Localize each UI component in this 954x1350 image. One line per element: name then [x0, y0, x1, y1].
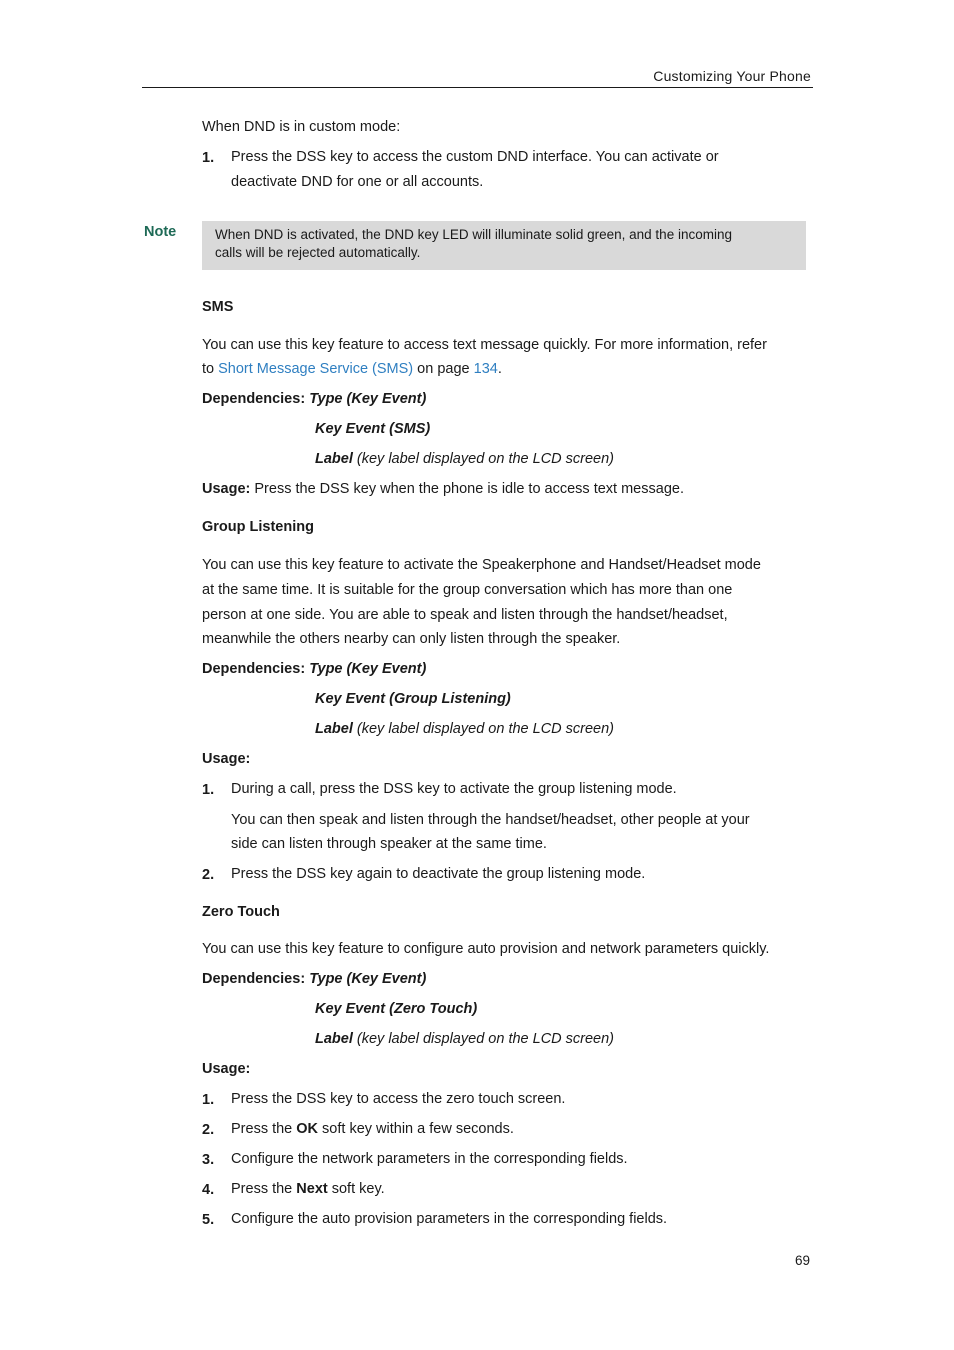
group-step1-number: 1.	[202, 782, 215, 798]
sms-page-link[interactable]: 134	[473, 361, 498, 377]
zero-heading: Zero Touch	[202, 904, 280, 920]
intro-step1-line1: Press the DSS key to access the custom DND interface. You can activate or	[231, 149, 719, 165]
group-para-line2: at the same time. It is suitable for the group conversation which has more than one	[202, 582, 733, 598]
group-step1-sub-line1: You can then speak and listen through the handset/headset, other people at your	[231, 812, 750, 828]
group-dependencies	[202, 661, 426, 677]
sms-para-to: to	[202, 361, 219, 377]
note-line1: When DND is activated, the DND key LED will illuminate solid green, and the incoming	[215, 227, 732, 242]
sms-link[interactable]: Short Message Service (SMS)	[218, 361, 414, 377]
sms-para-period: .	[497, 361, 502, 377]
sms-dep-label-desc: (key label displayed on the LCD screen)	[352, 451, 615, 467]
note-line2: calls will be rejected automatically.	[215, 245, 421, 260]
zero-step4-next: Next	[296, 1181, 328, 1197]
zero-dep-label: Dependencies:	[202, 971, 306, 987]
zero-step2-post: soft key within a few seconds.	[318, 1121, 514, 1137]
zero-step1-number: 1.	[202, 1092, 215, 1108]
sms-usage-label: Usage:	[202, 481, 251, 497]
zero-step2-pre: Press the	[231, 1121, 297, 1137]
zero-dependencies	[202, 971, 426, 987]
header-rule	[142, 87, 813, 88]
group-para-line1: You can use this key feature to activate the Speakerphone and Handset/Headset mode	[202, 557, 761, 573]
group-step1-sub-line2: side can listen through speaker at the same time.	[231, 836, 547, 852]
group-dep-key-event: Key Event (Group Listening)	[315, 691, 511, 707]
zero-step2-text	[231, 1121, 514, 1137]
sms-dep-label-bold: Label	[315, 451, 353, 467]
zero-step2-number: 2.	[202, 1122, 215, 1138]
zero-step4-pre: Press the	[231, 1181, 297, 1197]
group-dep-label-desc: (key label displayed on the LCD screen)	[352, 721, 615, 737]
note-label: Note	[144, 224, 177, 240]
zero-usage-label: Usage:	[202, 1061, 251, 1077]
sms-para-on-page: on page	[413, 361, 474, 377]
zero-para: You can use this key feature to configure auto provision and network parameters quickly.	[202, 941, 770, 957]
group-dep-type: Type (Key Event)	[309, 661, 427, 677]
sms-para-line1: You can use this key feature to access text message quickly. For more information, refer	[202, 337, 767, 353]
sms-usage-text: Press the DSS key when the phone is idle to access text message.	[250, 481, 684, 497]
zero-step1-text: Press the DSS key to access the zero touch screen.	[231, 1091, 566, 1107]
intro-step1-line2: deactivate DND for one or all accounts.	[231, 174, 484, 190]
group-heading: Group Listening	[202, 519, 314, 535]
group-para-line4: meanwhile the others nearby can only listen through the speaker.	[202, 631, 621, 647]
zero-step3-number: 3.	[202, 1152, 215, 1168]
zero-step4-text	[231, 1181, 385, 1197]
zero-step5-text: Configure the auto provision parameters in the corresponding fields.	[231, 1211, 668, 1227]
zero-step5-number: 5.	[202, 1212, 215, 1228]
sms-dep-label: Dependencies:	[202, 391, 306, 407]
page-header-title: Customizing Your Phone	[653, 68, 811, 84]
group-step2-text: Press the DSS key again to deactivate the group listening mode.	[231, 866, 646, 882]
intro-step1-number: 1.	[202, 150, 215, 166]
sms-dep-key-event: Key Event (SMS)	[315, 421, 431, 437]
sms-dep-type: Type (Key Event)	[309, 391, 427, 407]
zero-step4-number: 4.	[202, 1182, 215, 1198]
group-dep-label-line	[315, 721, 614, 737]
group-step1-text: During a call, press the DSS key to activate the group listening mode.	[231, 781, 677, 797]
zero-step3-text: Configure the network parameters in the corresponding fields.	[231, 1151, 628, 1167]
zero-step4-post: soft key.	[327, 1181, 385, 1197]
page-number: 69	[794, 1253, 810, 1268]
note-box	[202, 221, 806, 270]
intro-text: When DND is in custom mode:	[202, 119, 401, 135]
sms-usage	[202, 481, 684, 497]
zero-step2-ok: OK	[296, 1121, 319, 1137]
zero-dep-label-line	[315, 1031, 614, 1047]
group-para-line3: person at one side. You are able to speak and listen through the handset/headset,	[202, 607, 728, 623]
sms-heading: SMS	[202, 299, 234, 315]
sms-para-line2	[202, 361, 502, 377]
group-dep-label: Dependencies:	[202, 661, 306, 677]
group-usage-label: Usage:	[202, 751, 251, 767]
zero-dep-label-desc: (key label displayed on the LCD screen)	[352, 1031, 615, 1047]
sms-dep-label-line	[315, 451, 614, 467]
group-dep-label-bold: Label	[315, 721, 353, 737]
zero-dep-type: Type (Key Event)	[309, 971, 427, 987]
zero-dep-key-event: Key Event (Zero Touch)	[315, 1001, 478, 1017]
sms-dependencies	[202, 391, 426, 407]
group-step2-number: 2.	[202, 867, 215, 883]
zero-dep-label-bold: Label	[315, 1031, 353, 1047]
